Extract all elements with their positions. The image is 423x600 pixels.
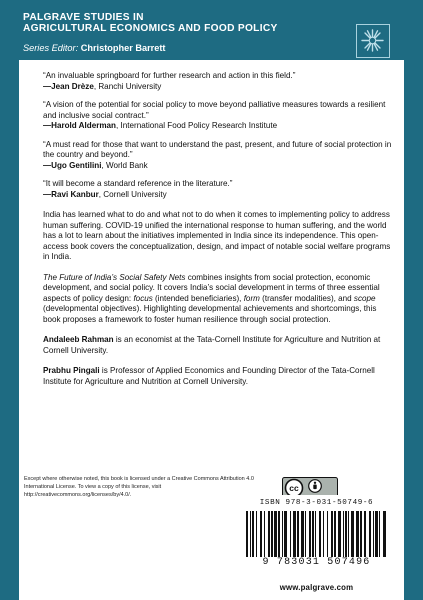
barcode-bar: [360, 511, 362, 557]
author-bio-text: is Professor of Applied Economics and Founding Director of the Tata-Cornell Institute for Agriculture and Nutrition at Cornell University.: [43, 366, 375, 386]
quote-text: “A must read for those that want to understand the past, present, and future of social protection in the country and beyond.”: [43, 139, 392, 159]
author-bio-text: is an economist at the Tata-Cornell Institute for Agriculture and Nutrition at Cornell University.: [43, 335, 381, 355]
barcode-bar: [264, 511, 265, 557]
panel-content: [43, 60, 393, 387]
barcode-bar: [297, 511, 299, 557]
barcode-bar: [260, 511, 262, 557]
author-name: Andaleeb Rahman: [43, 335, 114, 344]
description-paragraph-1: India has learned what to do and what not to do when it comes to implementing policy to address human suffering. COVID-19 unified the international response to human suffering, and the world has a lot to learn about the initiatives implemented in India since its independence. This open-access book covers the conceptualization, design, and impact of notable social welfare programs in India.: [43, 210, 391, 261]
isbn-digits: 9 783031 507496: [262, 557, 371, 568]
barcode-bar: [268, 511, 270, 557]
quote-affiliation: , World Bank: [101, 160, 148, 170]
publisher-logo: [22, 541, 104, 575]
quote-block: [43, 71, 393, 92]
series-title-line-1: PALGRAVE STUDIES IN: [23, 12, 144, 23]
barcode-bar: [290, 511, 291, 557]
barcode-bar: [334, 511, 336, 557]
description-text: (developmental objectives). Highlighting developmental achievements and shortcomings, this book proposes a framework to foster human resilience through social protection.: [43, 304, 377, 324]
term-focus: focus: [133, 293, 153, 303]
publisher-name-line-1: palgrave: [22, 540, 92, 558]
barcode-bar: [338, 511, 341, 557]
barcode-bar: [309, 511, 311, 557]
book-title-italic: The Future of India’s Social Safety Nets: [43, 272, 186, 282]
series-editor-label: Series Editor:: [23, 43, 79, 53]
quote-attribution: [43, 161, 393, 172]
barcode-bar: [252, 511, 254, 557]
barcode-bar: [375, 511, 378, 557]
barcode-bar: [256, 511, 257, 557]
quote-author: —Harold Alderman: [43, 121, 117, 130]
barcode-bar: [356, 511, 359, 557]
author-bio: [43, 335, 393, 356]
barcode-bar: [274, 511, 277, 557]
quote-text: “It will become a standard reference in the literature.”: [43, 179, 233, 188]
series-editor-name: Christopher Barrett: [80, 43, 166, 53]
barcode-bar: [250, 511, 251, 557]
barcode-bar: [383, 511, 386, 557]
author-bio: [43, 366, 393, 387]
barcode-bar: [312, 511, 314, 557]
barcode-bar: [373, 511, 374, 557]
quote-block: [43, 179, 393, 200]
series-title-line-2: AGRICULTURAL ECONOMICS AND FOOD POLICY: [23, 23, 278, 34]
term-scope: scope: [353, 293, 376, 303]
quote-attribution: [43, 121, 393, 132]
barcode-bar: [293, 511, 296, 557]
barcode-bar: [278, 511, 280, 557]
barcode-bar: [331, 511, 333, 557]
star-logo-graphic: [359, 27, 386, 54]
barcode-bar: [323, 511, 324, 557]
quote-text: “An invaluable springboard for further research and action in this field.”: [43, 71, 296, 80]
barcode-bar: [301, 511, 304, 557]
isbn-label: ISBN 978-3-031-50749-6: [259, 499, 374, 507]
barcode-bar: [319, 511, 321, 557]
barcode-bar: [379, 511, 380, 557]
cc-mark-text: cc: [289, 483, 299, 493]
description-text: (intended beneficiaries),: [152, 293, 244, 303]
quote-author: —Ravi Kanbur: [43, 189, 99, 199]
quote-affiliation: , International Food Policy Research Institute: [116, 121, 278, 130]
barcode-bar: [348, 511, 349, 557]
quote-text: “A vision of the potential for social policy to move beyond palliative measures towards a resilient and inclusive social contract.”: [43, 100, 386, 120]
author-name: Prabhu Pingali: [43, 366, 100, 375]
series-title: [23, 12, 323, 34]
barcode-bar: [282, 511, 283, 557]
quote-affiliation: , Cornell University: [98, 189, 167, 199]
barcode-bar: [315, 511, 316, 557]
barcode-bar: [369, 511, 371, 557]
publisher-name-line-2: macmillan: [22, 557, 105, 575]
series-editor: [23, 43, 165, 54]
description-text: (transfer modalities), and: [259, 293, 354, 303]
barcode-bars: [244, 511, 389, 557]
quote-affiliation: , Ranchi University: [93, 81, 162, 91]
quote-block: [43, 100, 393, 132]
quote-attribution: [43, 82, 393, 93]
quote-author: —Jean Drèze: [43, 81, 94, 91]
barcode-bar: [343, 511, 344, 557]
barcode-bar: [284, 511, 287, 557]
barcode-bar: [305, 511, 306, 557]
publisher-website: www.palgrave.com: [233, 581, 400, 595]
barcode-bar: [351, 511, 354, 557]
term-form: form: [243, 293, 260, 303]
license-notice: Except where otherwise noted, this book is licensed under a Creative Commons Attribution 4.0 International License. To view a copy of this license, visit http://creativecommons.org/licenses/by/4.0/.: [24, 476, 254, 498]
barcode-bar: [364, 511, 366, 557]
barcode-bar: [246, 511, 248, 557]
description-text: combines insights from social protection, economic development, and social policy. It covers India’s social development in terms of three essential aspects of policy design:: [43, 272, 380, 303]
quote-block: [43, 140, 393, 172]
quote-author: —Ugo Gentilini: [43, 160, 102, 170]
isbn-barcode: [233, 495, 400, 576]
palgrave-star-logo-icon: [356, 24, 390, 58]
barcode-bar: [271, 511, 273, 557]
header-band: [0, 0, 423, 60]
quote-attribution: [43, 190, 393, 201]
description-paragraph-2: [43, 273, 393, 326]
barcode-bar: [345, 511, 347, 557]
barcode-bar: [327, 511, 328, 557]
